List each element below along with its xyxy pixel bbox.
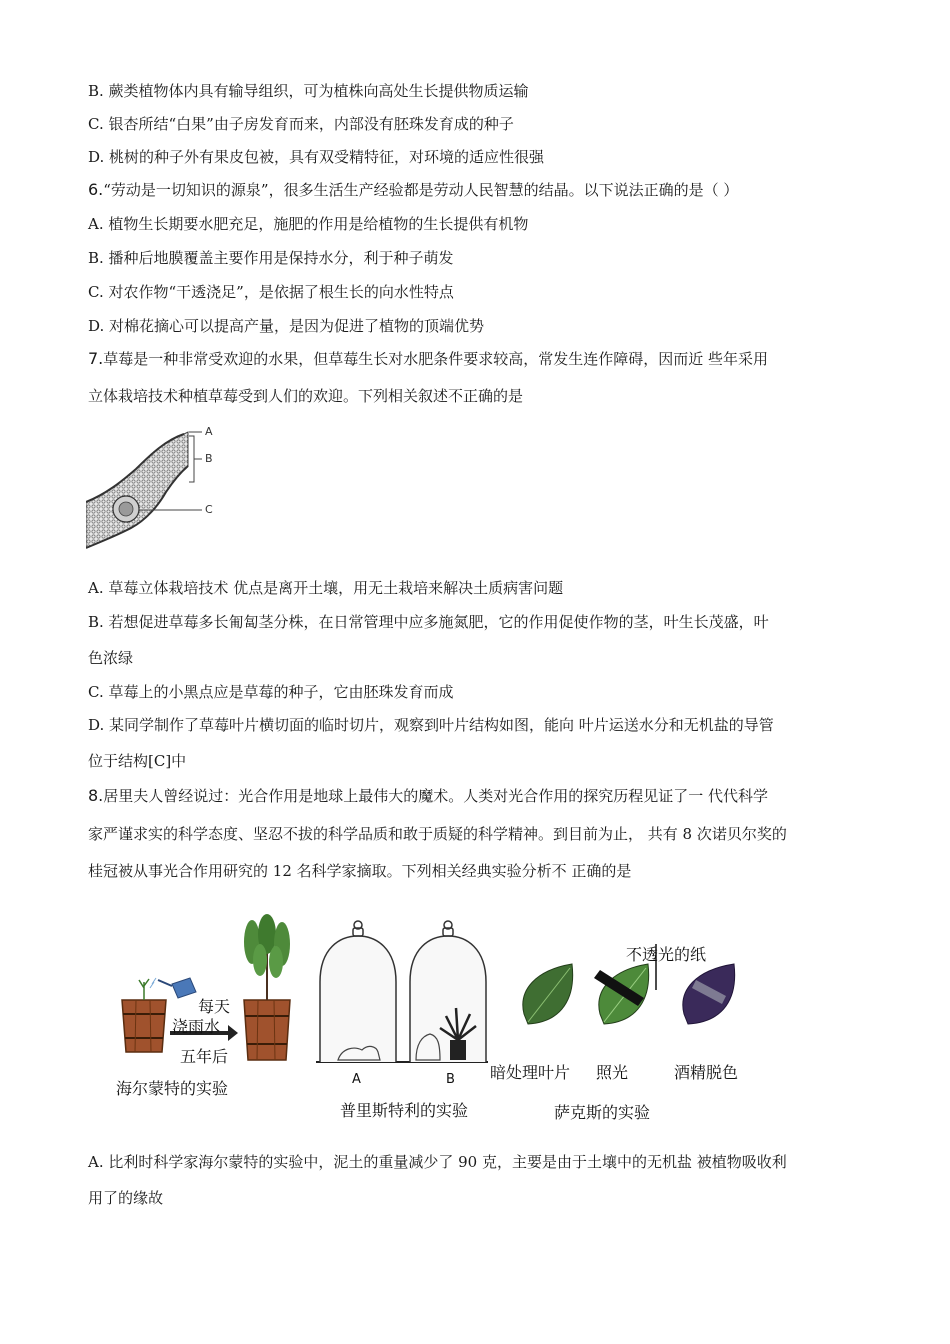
priestley-label-a: A <box>352 1072 361 1087</box>
q5-option-c: C. 银杏所结“白果”由子房发育而来，内部没有胚珠发育成的种子 <box>88 115 514 133</box>
q7-number: 7. <box>88 349 104 368</box>
q6-number: 6. <box>88 180 104 199</box>
q7-stem-line1 <box>88 349 768 369</box>
q6-stem <box>88 180 738 200</box>
helmont-text-years: 五年后 <box>180 1047 229 1066</box>
helmont-bucket-small <box>122 979 166 1052</box>
q6-option-b: B. 播种后地膜覆盖主要作用是保持水分，利于种子萌发 <box>88 249 454 267</box>
q6-option-d: D. 对棉花摘心可以提高产量，是因为促进了植物的顶端优势 <box>88 317 485 335</box>
q7-option-d-line2: 位于结构[C]中 <box>88 752 187 770</box>
q8-number: 8. <box>88 786 104 805</box>
q7-option-b-line1: B. 若想促进草莓多长匍匐茎分株，在日常管理中应多施氮肥，它的作用促使作物的茎，叶生长茂盛，叶 <box>88 613 769 631</box>
q7-option-a: A. 草莓立体栽培技术 优点是离开土壤，用无土栽培来解决土质病害问题 <box>88 579 564 597</box>
q5-option-b: B. 蕨类植物体内具有输导组织，可为植株向高处生长提供物质运输 <box>88 82 529 100</box>
sachs-caption: 萨克斯的实验 <box>554 1103 651 1122</box>
q7-stem-text1: 草莓是一种非常受欢迎的水果，但草莓生长对水肥条件要求较高，常发生连作障碍，因而近 些年采用 <box>103 350 769 368</box>
q6-option-c: C. 对农作物“干透浇足”，是依据了根生长的向水性特点 <box>88 283 454 301</box>
photosynthesis-experiments-figure <box>110 912 770 1128</box>
priestley-caption: 普里斯特利的实验 <box>340 1101 469 1120</box>
helmont-caption: 海尔蒙特的实验 <box>116 1079 229 1098</box>
leaf-label-b: B <box>205 452 213 465</box>
leaf-section-drawing <box>86 424 226 552</box>
helmont-text-rain: 浇雨水 <box>172 1017 221 1036</box>
helmont-text-daily: 每天 <box>198 997 231 1016</box>
q8-option-a-line2: 用了的缘故 <box>88 1189 164 1207</box>
q5-option-d: D. 桃树的种子外有果皮包被，具有双受精特征，对环境的适应性很强 <box>88 148 545 166</box>
q7-option-b-line2: 色浓绿 <box>88 649 134 667</box>
q7-stem-line2: 立体栽培技术种植草莓受到人们的欢迎。下列相关叙述不正确的是 <box>88 387 524 405</box>
q8-stem-text1: 居里夫人曾经说过：光合作用是地球上最伟大的魔术。人类对光合作用的探究历程见证了一 代代科学 <box>103 787 769 805</box>
priestley-jars <box>316 921 488 1062</box>
q6-option-a: A. 植物生长期要水肥充足，施肥的作用是给植物的生长提供有机物 <box>88 215 529 233</box>
priestley-label-b: B <box>446 1072 455 1087</box>
q7-option-c: C. 草莓上的小黑点应是草莓的种子，它由胚珠发育而成 <box>88 683 454 701</box>
q8-stem-line3: 桂冠被从事光合作用研究的 12 名科学家摘取。下列相关经典实验分析不 正确的是 <box>88 862 632 880</box>
q8-option-a-line1: A. 比利时科学家海尔蒙特的实验中，泥土的重量减少了 90 克，主要是由于土壤中的无机盐 被植物吸收利 <box>88 1153 787 1171</box>
sachs-paper-label: 不透光的纸 <box>626 945 707 964</box>
q6-stem-text: “劳动是一切知识的源泉”，很多生活生产经验都是劳动人民智慧的结晶。以下说法正确的是（ ） <box>103 181 739 199</box>
q8-stem-line2: 家严谨求实的科学态度、坚忍不拔的科学品质和敢于质疑的科学精神。到目前为止， 共有 8 次诺贝尔奖的 <box>88 825 787 843</box>
q8-stem-line1 <box>88 786 768 806</box>
leaf-label-c: C <box>205 503 213 516</box>
watering-can <box>150 978 196 998</box>
sachs-label-dark: 暗处理叶片 <box>490 1063 571 1082</box>
leaf-cross-section-figure <box>86 424 226 552</box>
sachs-label-light: 照光 <box>596 1063 629 1082</box>
leaf-label-a: A <box>205 425 213 438</box>
helmont-bucket-large <box>244 914 290 1060</box>
sachs-label-alcohol: 酒精脱色 <box>674 1063 739 1082</box>
q7-option-d-line1: D. 某同学制作了草莓叶片横切面的临时切片，观察到叶片结构如图，能向 叶片运送水分和无机盐的导管 <box>88 716 774 734</box>
